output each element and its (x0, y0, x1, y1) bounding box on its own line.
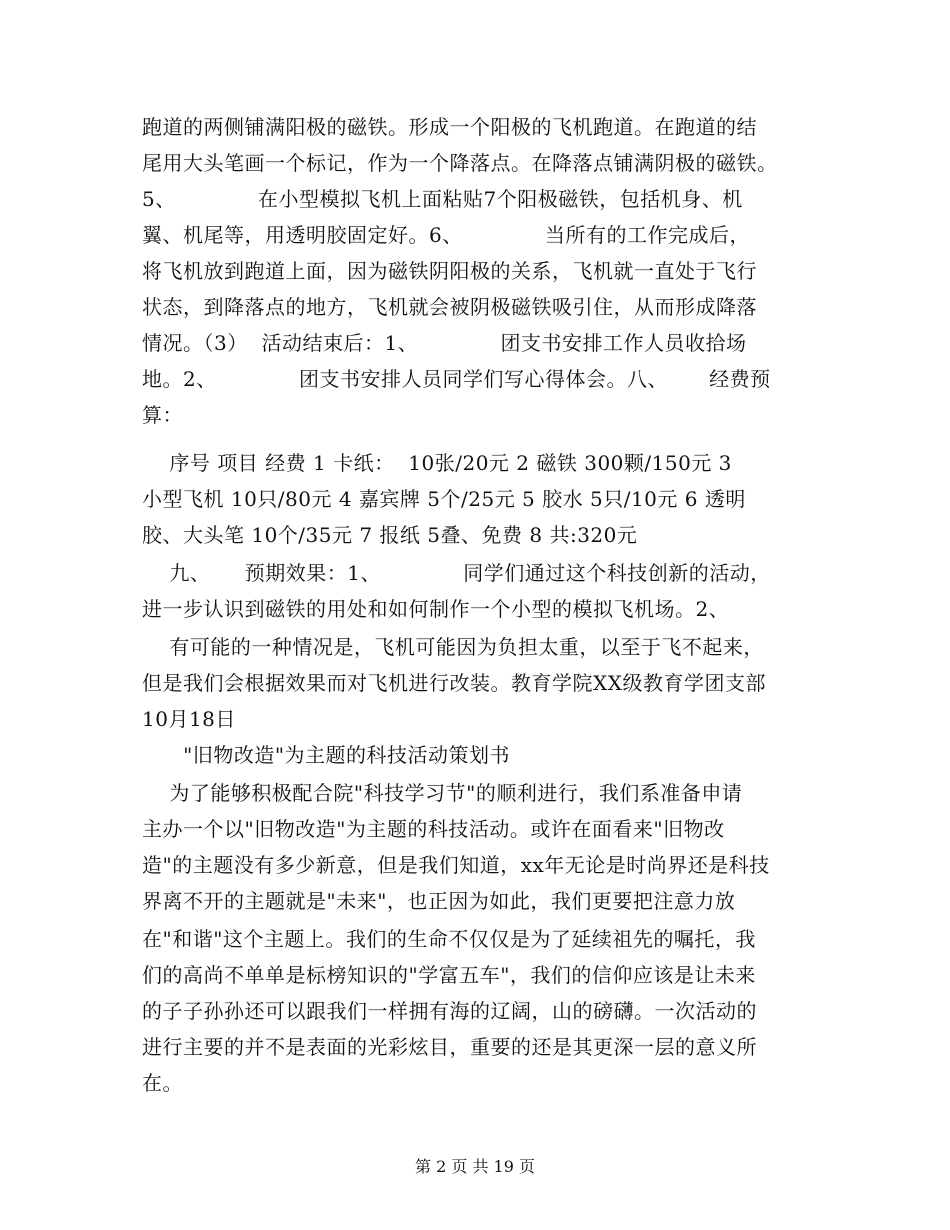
text-line: 有可能的一种情况是，飞机可能因为负担太重，以至于飞不起来， (142, 635, 764, 659)
text-line: 为了能够积极配合院"科技学习节"的顺利进行，我们系准备申请 (142, 781, 743, 805)
text-line: 进一步认识到磁铁的用处和如何制作一个小型的模拟飞机场。2、 (142, 597, 730, 621)
text-line: 算： (142, 403, 183, 427)
text-line: 造"的主题没有多少新意，但是我们知道，xx年无论是时尚界还是科技 (142, 853, 770, 877)
page-number-footer: 第 2 页 共 19 页 (415, 1157, 535, 1176)
text-line: 状态，到降落点的地方，飞机就会被阴极磁铁吸引住，从而形成降落 (142, 295, 757, 319)
text-line: 跑道的两侧铺满阳极的磁铁。形成一个阳极的飞机跑道。在跑道的结 (142, 115, 757, 139)
text-line: 尾用大头笔画一个标记，作为一个降落点。在降落点铺满阴极的磁铁。 (142, 151, 778, 175)
budget-line: 序号 项目 经费 1 卡纸： 10张/20元 2 磁铁 300颗/150元 3 (142, 451, 732, 475)
text-line: 情况。（3） 活动结束后：1、 团支书安排工作人员收拾场 (142, 331, 747, 355)
text-line: 在"和谐"这个主题上。我们的生命不仅仅是为了延续祖先的嘱托，我 (142, 927, 756, 951)
text-line: 5、 在小型模拟飞机上面粘贴7个阳极磁铁，包括机身、机 (142, 187, 743, 211)
text-line: 翼、机尾等，用透明胶固定好。6、 当所有的工作完成后， (142, 223, 751, 247)
section-title: "旧物改造"为主题的科技活动策划书 (142, 743, 511, 767)
text-line: 主办一个以"旧物改造"为主题的科技活动。或许在面看来"旧物改 (142, 817, 725, 841)
text-line: 进行主要的并不是表面的光彩炫目，重要的还是其更深一层的意义所 (142, 1035, 757, 1059)
text-line: 但是我们会根据效果而对飞机进行改装。教育学院XX级教育学团支部 (142, 671, 766, 695)
text-line: 界离不开的主题就是"未来"，也正因为如此，我们更要把注意力放 (142, 889, 736, 913)
text-line: 地。2、 团支书安排人员同学们写心得体会。八、 经费预 (142, 367, 771, 391)
date-line: 10月18日 (142, 707, 236, 731)
text-line: 们的高尚不单单是标榜知识的"学富五车"，我们的信仰应该是让未来 (142, 963, 756, 987)
budget-line: 小型飞机 10只/80元 4 嘉宾牌 5个/25元 5 胶水 5只/10元 6 透明 (142, 487, 746, 511)
text-line: 将飞机放到跑道上面，因为磁铁阴阳极的关系，飞机就一直处于飞行 (142, 259, 757, 283)
budget-line: 胶、大头笔 10个/35元 7 报纸 5叠、免费 8 共:320元 (142, 523, 638, 547)
text-line: 的子子孙孙还可以跟我们一样拥有海的辽阔，山的磅礴。一次活动的 (142, 999, 757, 1023)
text-line: 九、 预期效果：1、 同学们通过这个科技创新的活动， (142, 561, 771, 585)
text-line: 在。 (142, 1071, 183, 1095)
